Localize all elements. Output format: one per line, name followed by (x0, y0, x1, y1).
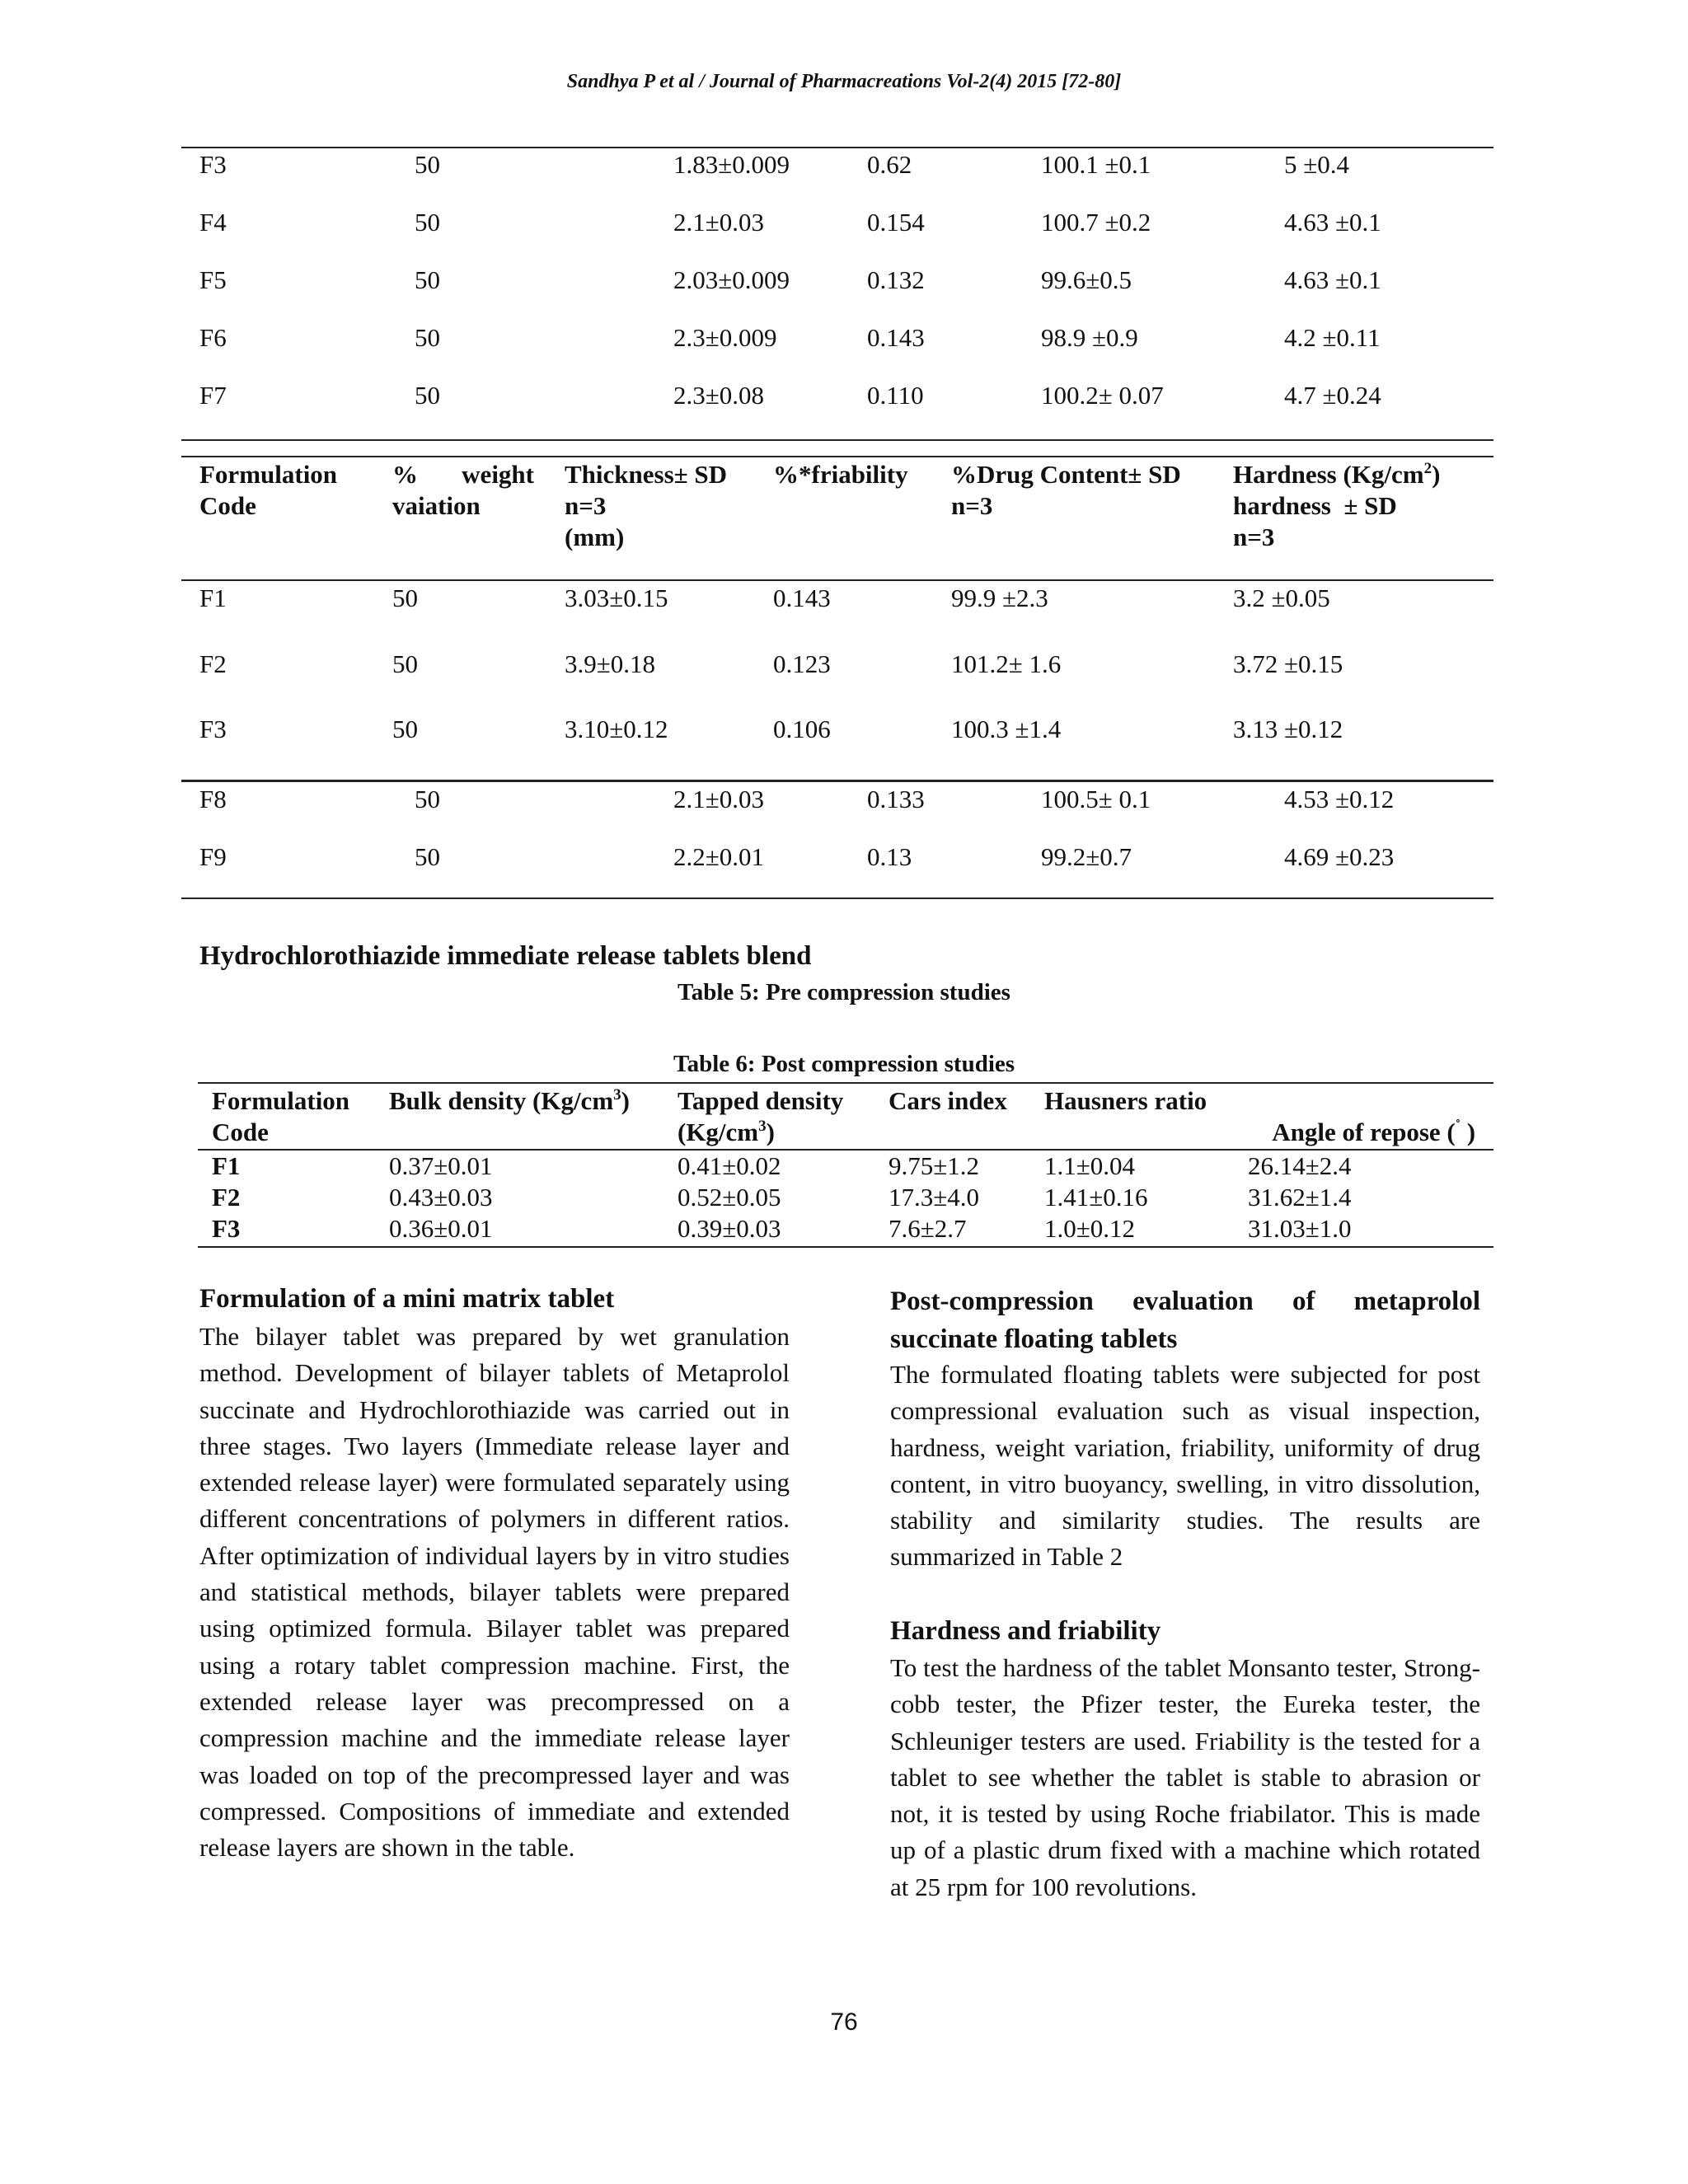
cell-friability: 0.62 (867, 150, 912, 179)
cell-hardness: 3.13 ±0.12 (1233, 715, 1343, 743)
paragraph-post-compression: The formulated floating tablets were subjected for post compressional evaluation such as visual inspection, hardness, weight variation, friability, uniformity of drug content, in vitro buoyancy, swelling, in vitro dissolution, stability and similarity studies. The results are summarized in Table 2 (890, 1360, 1480, 1572)
cell-code: F3 (199, 150, 227, 179)
cell-code: F1 (212, 1151, 241, 1180)
cell-cars-index: 7.6±2.7 (889, 1214, 967, 1243)
cell-friability: 0.132 (867, 265, 925, 294)
cell-code: F2 (199, 649, 227, 678)
cell-weight: 50 (415, 785, 440, 813)
cell-friability: 0.13 (867, 842, 912, 871)
cell-drug-content: 100.1 ±0.1 (1041, 150, 1151, 179)
table6-top-rule (198, 1082, 1493, 1084)
table-mid-header-rule (181, 579, 1493, 581)
header-friability: %*friability (773, 460, 908, 489)
cell-bulk-density: 0.36±0.01 (389, 1214, 493, 1243)
cell-drug-content: 99.2±0.7 (1041, 842, 1132, 871)
cell-friability: 0.143 (773, 583, 831, 612)
cell-bulk-density: 0.43±0.03 (389, 1183, 493, 1212)
header-drug-content: %Drug Content± SD n=3 (951, 460, 1181, 520)
cell-thickness: 2.1±0.03 (673, 208, 765, 237)
cell-angle-of-repose: 31.62±1.4 (1248, 1183, 1352, 1212)
table5-caption: Table 5: Pre compression studies (678, 979, 1010, 1005)
cell-code: F7 (199, 381, 227, 410)
cell-friability: 0.154 (867, 208, 925, 237)
cell-code: F8 (199, 785, 227, 813)
header-hardness: Hardness $(Kg/cm^2)$ hardness ± SD n=3 (1233, 460, 1441, 551)
cell-drug-content: 100.2± 0.07 (1041, 381, 1164, 410)
cell-thickness: 2.2±0.01 (673, 842, 765, 871)
table6-bottom-rule (198, 1246, 1493, 1248)
section-title-post-compression: Post-compression evaluation of metaprolol succinate floating tablets (890, 1286, 1480, 1354)
cell-drug-content: 100.7 ±0.2 (1041, 208, 1151, 237)
table6-caption: Table 6: Post compression studies (673, 1051, 1015, 1077)
cell-hardness: 4.7 ±0.24 (1284, 381, 1381, 410)
cell-code: F3 (199, 715, 227, 743)
cell-friability: 0.143 (867, 323, 925, 352)
table-top-bottom-rule (181, 439, 1493, 441)
paragraph-mini-matrix: The bilayer tablet was prepared by wet granulation method. Development of bilayer tablets of Metaprolol succinate and Hydrochlorothiazide was carried out in three stages. Two layers (Immediate release layer and extended release layer) were formulated separately using different concentrations of polymers in different ratios. After optimization of individual layers by in vitro studies and statistical methods, bilayer tablets were prepared using optimized formula. Bilayer tablet was prepared using a rotary tablet compression machine. First, the extended release layer was precompressed on a compression machine and the immediate release layer was loaded on top of the precompressed layer and was compressed. Compositions of immediate and extended release layers are shown in the table. (199, 1322, 790, 1863)
section-title-blend: Hydrochlorothiazide immediate release tablets blend (199, 941, 812, 971)
section-title-mini-matrix: Formulation of a mini matrix tablet (199, 1284, 615, 1314)
page-number: 76 (830, 2008, 858, 2036)
cell-thickness: 2.1±0.03 (673, 785, 765, 813)
cell-weight: 50 (415, 150, 440, 179)
header-formulation-code: Formulation Code (199, 460, 338, 520)
section-title-hardness-friability: Hardness and friability (890, 1616, 1161, 1646)
cell-code: F4 (199, 208, 227, 237)
cell-code: F3 (212, 1214, 241, 1243)
table-mid-top-rule (181, 456, 1493, 457)
t6-header-angle-of-repose: Angle of repose (˚ ) (1272, 1118, 1476, 1146)
cell-hausners-ratio: 1.0±0.12 (1044, 1214, 1136, 1243)
cell-hardness: 4.63 ±0.1 (1284, 265, 1381, 294)
cell-drug-content: 100.5± 0.1 (1041, 785, 1151, 813)
cell-angle-of-repose: 26.14±2.4 (1248, 1151, 1352, 1180)
t6-header-cars-index: Cars index (889, 1086, 1007, 1115)
cell-hardness: 4.63 ±0.1 (1284, 208, 1381, 237)
cell-weight: 50 (392, 583, 418, 612)
cell-weight: 50 (415, 381, 440, 410)
cell-code: F9 (199, 842, 227, 871)
cell-cars-index: 9.75±1.2 (889, 1151, 980, 1180)
cell-friability: 0.106 (773, 715, 831, 743)
cell-code: F1 (199, 583, 227, 612)
table-bottom-bottom-rule (181, 898, 1493, 899)
cell-weight: 50 (392, 649, 418, 678)
cell-hardness: 4.2 ±0.11 (1284, 323, 1381, 352)
cell-drug-content: 99.9 ±2.3 (951, 583, 1048, 612)
cell-drug-content: 101.2± 1.6 (951, 649, 1062, 678)
cell-code: F5 (199, 265, 227, 294)
header-weight-variation: % weight vaiation (392, 460, 534, 520)
cell-tapped-density: 0.52±0.05 (678, 1183, 781, 1212)
cell-weight: 50 (415, 323, 440, 352)
cell-thickness: 2.3±0.009 (673, 323, 777, 352)
cell-thickness: 3.10±0.12 (565, 715, 668, 743)
cell-weight: 50 (415, 842, 440, 871)
cell-weight: 50 (392, 715, 418, 743)
t6-header-tapped-density: Tapped density $(Kg/cm^3)$ (678, 1086, 844, 1146)
table-bottom-top-rule (181, 780, 1493, 782)
cell-weight: 50 (415, 265, 440, 294)
cell-hardness: 3.72 ±0.15 (1233, 649, 1343, 678)
cell-hardness: 4.69 ±0.23 (1284, 842, 1395, 871)
cell-hausners-ratio: 1.1±0.04 (1044, 1151, 1136, 1180)
cell-drug-content: 98.9 ±0.9 (1041, 323, 1138, 352)
cell-thickness: 2.3±0.08 (673, 381, 765, 410)
cell-drug-content: 99.6±0.5 (1041, 265, 1132, 294)
paragraph-hardness-friability: To test the hardness of the tablet Monsanto tester, Strong-cobb tester, the Pfizer tester, the Eureka tester, the Schleuniger testers are used. Friability is the tested for a tablet to see whether the tablet is stable to abrasion or not, it is tested by using Roche friabilator. This is made up of a plastic drum fixed with a machine which rotated at 25 rpm for 100 revolutions. (890, 1653, 1480, 1901)
cell-tapped-density: 0.39±0.03 (678, 1214, 781, 1243)
cell-bulk-density: 0.37±0.01 (389, 1151, 493, 1180)
cell-friability: 0.123 (773, 649, 831, 678)
cell-friability: 0.133 (867, 785, 925, 813)
cell-thickness: 3.03±0.15 (565, 583, 668, 612)
cell-thickness: 1.83±0.009 (673, 150, 790, 179)
cell-hardness: 4.53 ±0.12 (1284, 785, 1395, 813)
cell-angle-of-repose: 31.03±1.0 (1248, 1214, 1352, 1243)
cell-code: F2 (212, 1183, 241, 1212)
cell-hardness: 5 ±0.4 (1284, 150, 1350, 179)
table-top-rule (181, 147, 1493, 148)
cell-tapped-density: 0.41±0.02 (678, 1151, 781, 1180)
cell-thickness: 3.9±0.18 (565, 649, 656, 678)
t6-header-bulk-density: Bulk density $(Kg/cm^3)$ (389, 1086, 630, 1115)
running-header: Sandhya P et al / Journal of Pharmacreations Vol-2(4) 2015 [72-80] (566, 71, 1122, 92)
header-thickness: Thickness± SD n=3 (mm) (565, 460, 728, 551)
cell-hardness: 3.2 ±0.05 (1233, 583, 1330, 612)
cell-code: F6 (199, 323, 227, 352)
cell-weight: 50 (415, 208, 440, 237)
cell-hausners-ratio: 1.41±0.16 (1044, 1183, 1148, 1212)
cell-drug-content: 100.3 ±1.4 (951, 715, 1062, 743)
t6-header-formulation-code: Formulation Code (212, 1086, 350, 1146)
cell-thickness: 2.03±0.009 (673, 265, 790, 294)
cell-cars-index: 17.3±4.0 (889, 1183, 980, 1212)
t6-header-hausners-ratio: Hausners ratio (1044, 1086, 1207, 1115)
cell-friability: 0.110 (867, 381, 924, 410)
